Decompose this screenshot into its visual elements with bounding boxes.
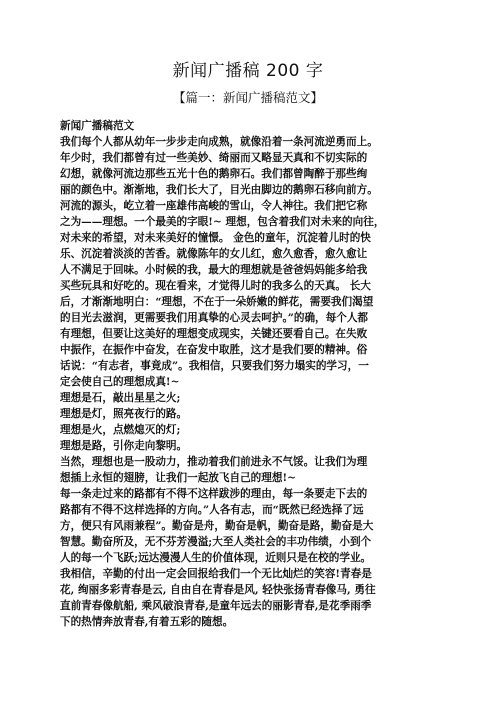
document-body [60,118,440,630]
poem-line: 理想是火，点燃熄灭的灯; [60,424,181,436]
poem-line: 理想是灯，照亮夜行的路。 [60,408,188,420]
text-line: 买些玩具和好吃的。现在看来，才觉得儿时的我多么的天真。 长大 [60,280,371,292]
text-line: 年少时，我们都曾有过一些美妙、绮丽而又略显天真和不切实际的 [60,152,368,164]
poem-line: 理想是路，引你走向黎明。 [60,440,188,452]
text-line: 人不满足于回味。小时候的我，最大的理想就是爸爸妈妈能多给我 [60,264,368,276]
text-line: 直前青春像航船, 乘风破浪青春,是童年远去的丽影青春,是花季雨季 [60,600,372,612]
text-line: 当然，理想也是一股动力，推动着我们前进永不气馁。让我们为理 [60,456,368,468]
text-line: 我相信，辛勤的付出一定会回报给我们一个无比灿烂的笑容!青春是 [60,568,372,580]
text-line: 后，才渐渐地明白：“理想，不在于一朵娇嫩的鲜花，需要我们渴望 [60,296,374,308]
text-line: 路都有不得不这样选择的方向。”人各有志，而“既然已经选择了远 [60,504,364,516]
text-line: 话说：“有志者，事竟成”。我相信，只要我们努力塌实的学习，一 [60,360,369,372]
text-line: 幻想，就像河流边那些五光十色的鹅卵石。我们都曾陶醉于那些绚 [60,168,368,180]
text-line: 中振作，在振作中奋发，在奋发中取胜，这才是我们要的精神。俗 [60,344,368,356]
text-line: 有理想，但要让这美好的理想变成现实，关键还要看自己。在失败 [60,328,368,340]
text-line: 丽的颜色中。渐渐地，我们长大了，目光由脚边的鹅卵石移向前方。 [60,184,378,196]
document-subtitle: 【篇一：新闻广播稿范文】 [172,90,323,105]
text-line: 我们每个人都从幼年一步步走向成熟，就像沿着一条河流逆勇而上。 [60,136,378,148]
text-line: 想插上永恒的翅膀，让我们一起放飞自己的理想!~ [60,472,296,484]
text-line: 智慧。勤奋所及，无不芬芳漫溢;大至人类社会的丰功伟绩，小到个 [60,536,372,548]
text-line: 乐、沉淀着淡淡的苦香。就像陈年的女儿红，愈久愈香，愈久愈让 [60,248,368,260]
text-line: 之为——理想。一个最美的字眼!~ 理想，包含着我们对未来的向往， [60,216,385,228]
text-line: 每一条走过来的路都有不得不这样跋涉的理由，每一条要走下去的 [60,488,368,500]
text-line: 方，便只有风雨兼程”。勤奋是舟，勤奋是帆，勤奋是路，勤奋是大 [60,520,374,532]
body-heading: 新闻广播稿范文 [60,120,135,132]
text-line: 对未来的希望，对未来美好的憧憬。 金色的童年，沉淀着儿时的快 [60,232,371,244]
poem-line: 理想是石，敲出星星之火; [60,392,181,404]
document-title: 新闻广播稿 200 字 [172,61,324,81]
text-line: 人的每一个飞跃;远达漫漫人生的价值体现，近则只是在校的学业。 [60,552,372,564]
text-line: 定会使自己的理想成真!~ [60,376,180,388]
text-line: 花, 绚丽多彩青春是云, 自由自在青春是风, 轻快张扬青春像马, 勇往 [60,584,376,596]
text-line: 河流的源头，屹立着一座雄伟高峻的雪山，令人神往。我们把它称 [60,200,368,212]
text-line: 下的热情奔放青春,有着五彩的随想。 [60,616,234,628]
text-line: 的目光去滋润，更需要我们用真挚的心灵去呵护。”的确，每个人都 [60,312,369,324]
